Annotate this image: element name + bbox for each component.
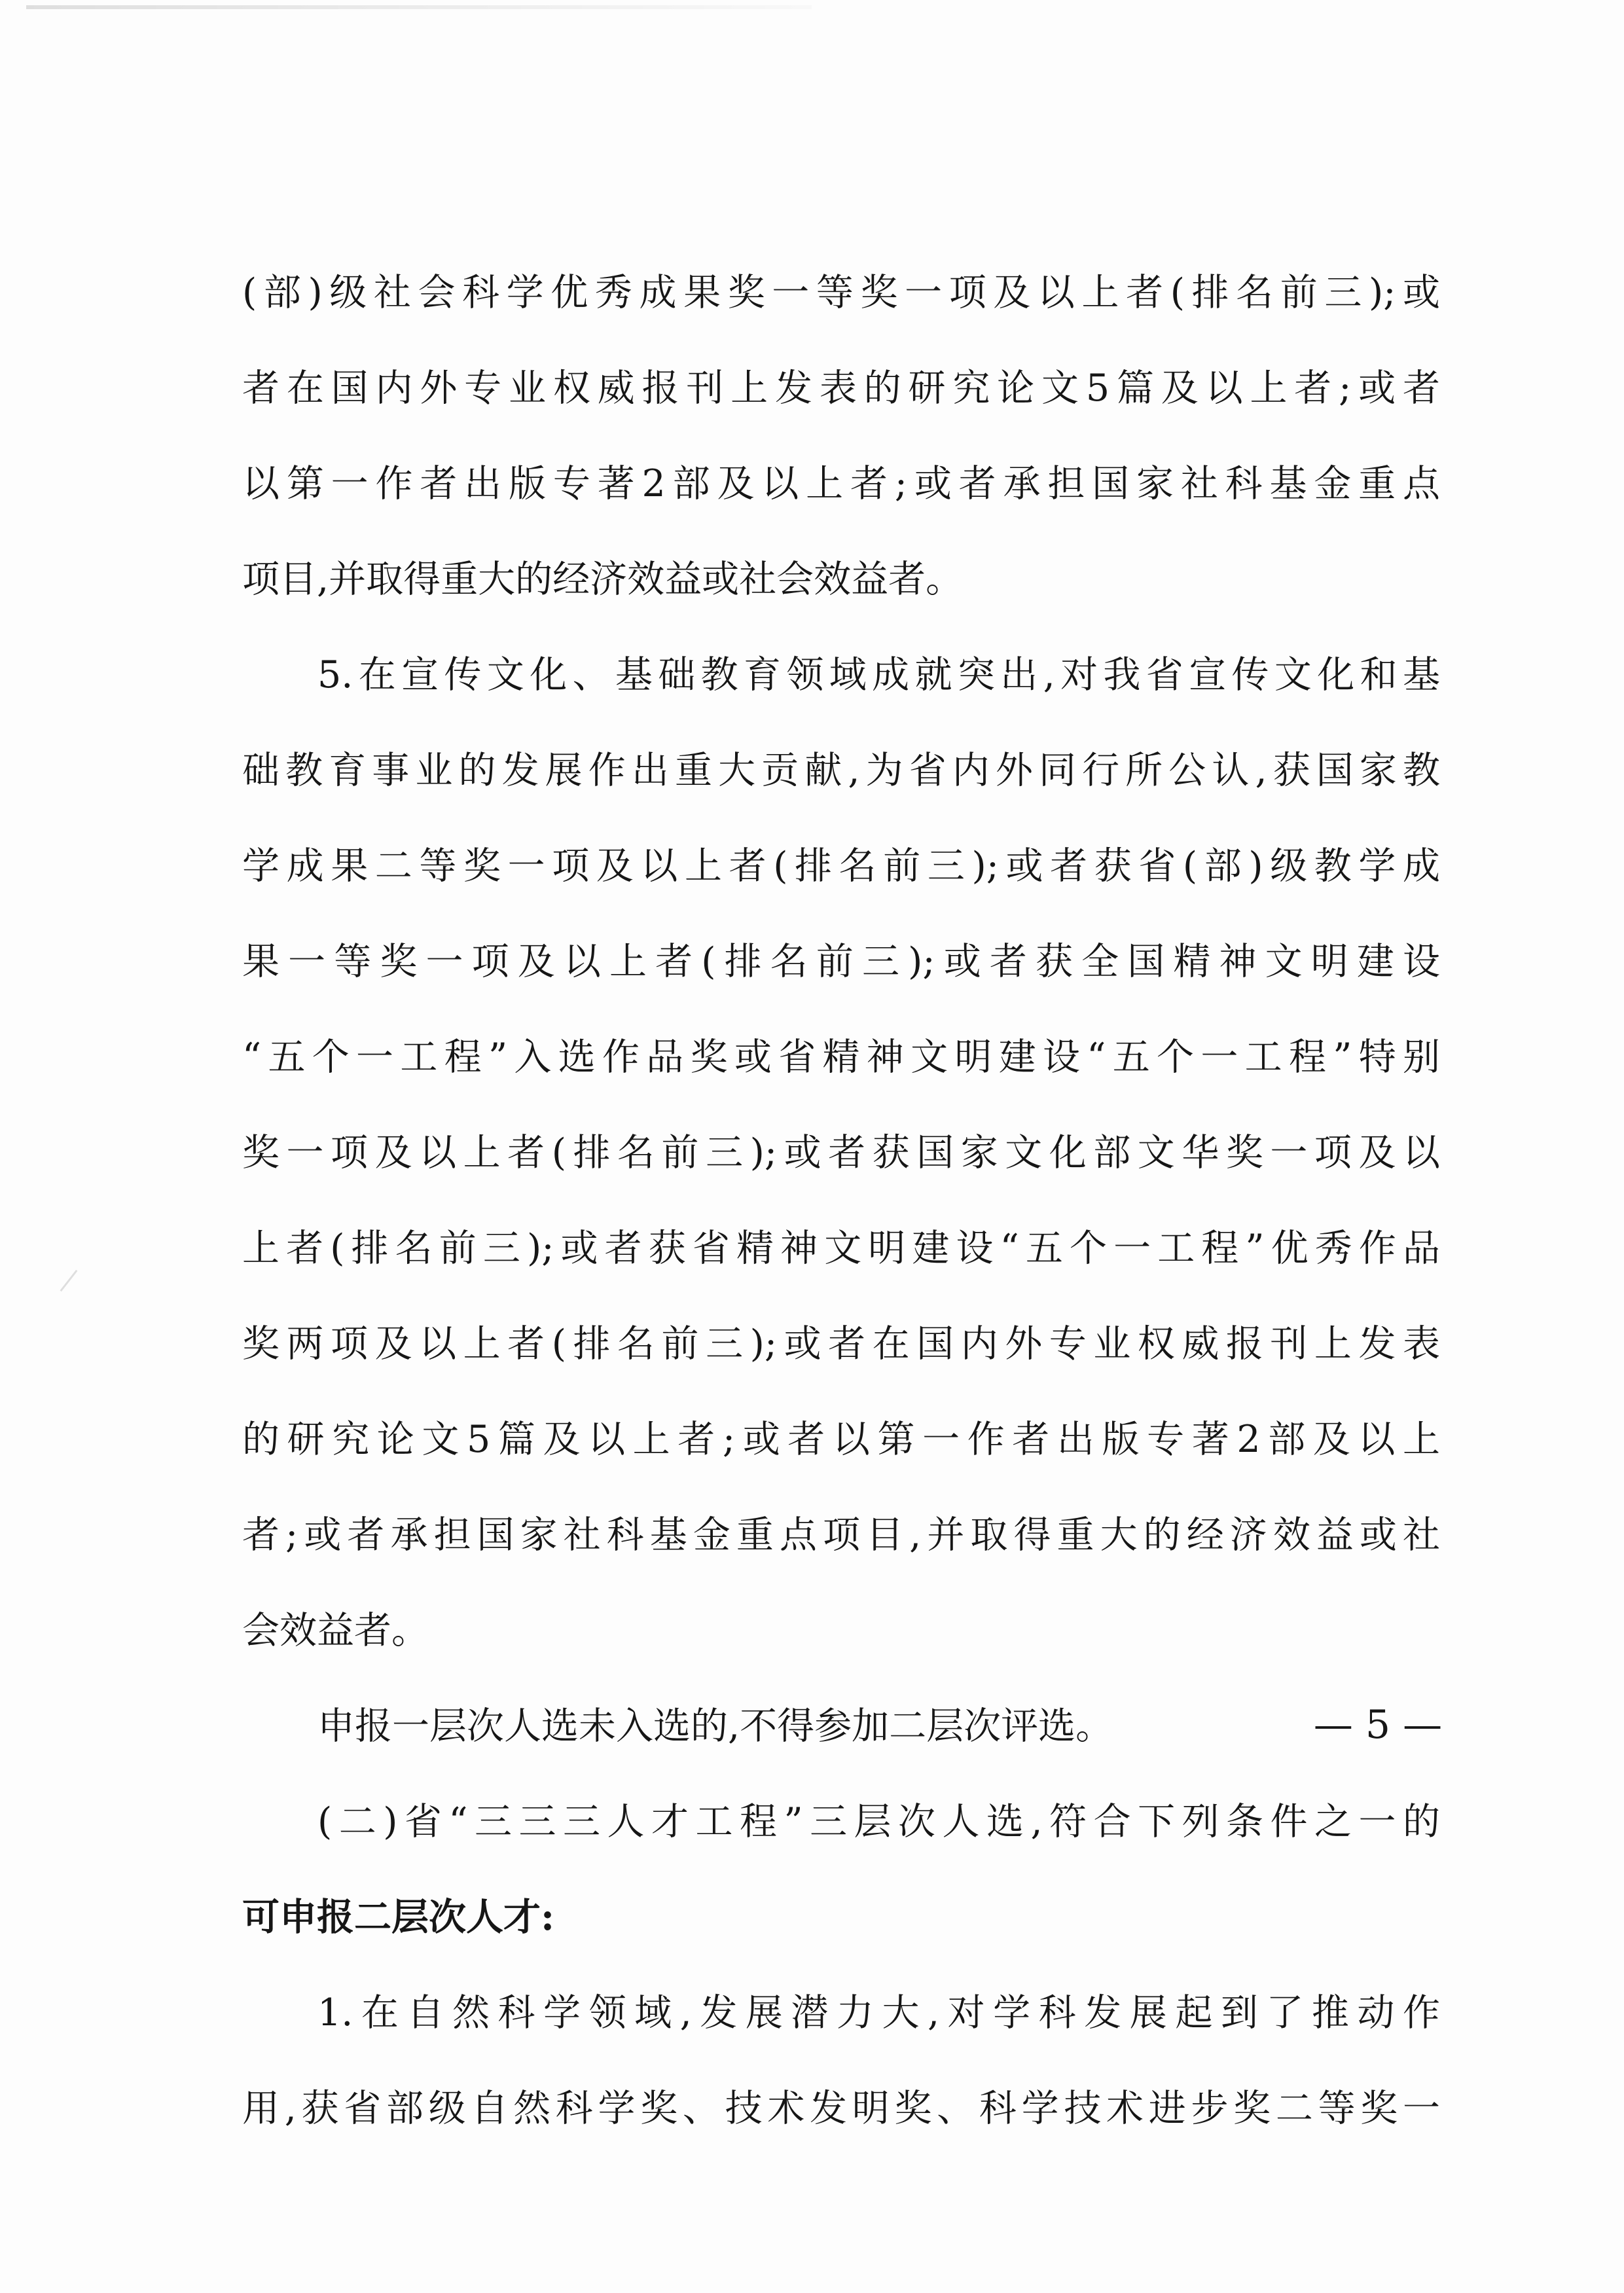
text-line-7: 学成果二等奖一项及以上者(排名前三);或者获省(部)级教学成 [242, 844, 1440, 888]
text-line-6: 础教育事业的发展作出重大贡献,为省内外同行所公认,获国家教 [242, 749, 1440, 792]
text-line-2: 者在国内外专业权威报刊上发表的研究论文5篇及以上者;或者 [242, 367, 1440, 410]
text-line-3: 以第一作者出版专著2部及以上者;或者承担国家社科基金重点 [242, 462, 1440, 505]
text-line-13: 的研究论文5篇及以上者;或者以第一作者出版专著2部及以上 [242, 1418, 1440, 1461]
text-line-9: “五个一工程”入选作品奖或省精神文明建设“五个一工程”特别 [242, 1036, 1440, 1079]
text-line-5: 5.在宣传文化、基础教育领域成就突出,对我省宣传文化和基 [317, 653, 1440, 696]
text-line-19: 1.在自然科学领域,发展潜力大,对学科发展起到了推动作 [317, 1991, 1440, 2034]
text-line-18: 可申报二层次人才: [242, 1895, 555, 1939]
text-line-20: 用,获省部级自然科学奖、技术发明奖、科学技术进步奖二等奖一 [242, 2087, 1440, 2130]
text-line-17: (二)省“三三三人才工程”三层次人选,符合下列条件之一的 [317, 1800, 1440, 1843]
document-body [242, 245, 1440, 2156]
text-line-14: 者;或者承担国家社科基金重点项目,并取得重大的经济效益或社 [242, 1513, 1440, 1557]
text-line-15: 会效益者。 [242, 1609, 429, 1652]
scan-edge-shadow [26, 5, 812, 9]
text-line-8: 果一等奖一项及以上者(排名前三);或者获全国精神文明建设 [242, 940, 1440, 983]
text-line-12: 奖两项及以上者(排名前三);或者在国内外专业权威报刊上发表 [242, 1322, 1440, 1365]
text-line-10: 奖一项及以上者(排名前三);或者获国家文化部文华奖一项及以 [242, 1131, 1440, 1174]
page-number: — 5 — [1313, 1702, 1443, 1748]
text-line-11: 上者(排名前三);或者获省精神文明建设“五个一工程”优秀作品 [242, 1227, 1440, 1270]
margin-pencil-mark [60, 1270, 78, 1291]
text-line-1: (部)级社会科学优秀成果奖一等奖一项及以上者(排名前三);或 [242, 271, 1440, 314]
text-line-16: 申报一层次人选未入选的,不得参加二层次评选。 [317, 1705, 1113, 1748]
text-line-4: 项目,并取得重大的经济效益或社会效益者。 [242, 558, 964, 601]
